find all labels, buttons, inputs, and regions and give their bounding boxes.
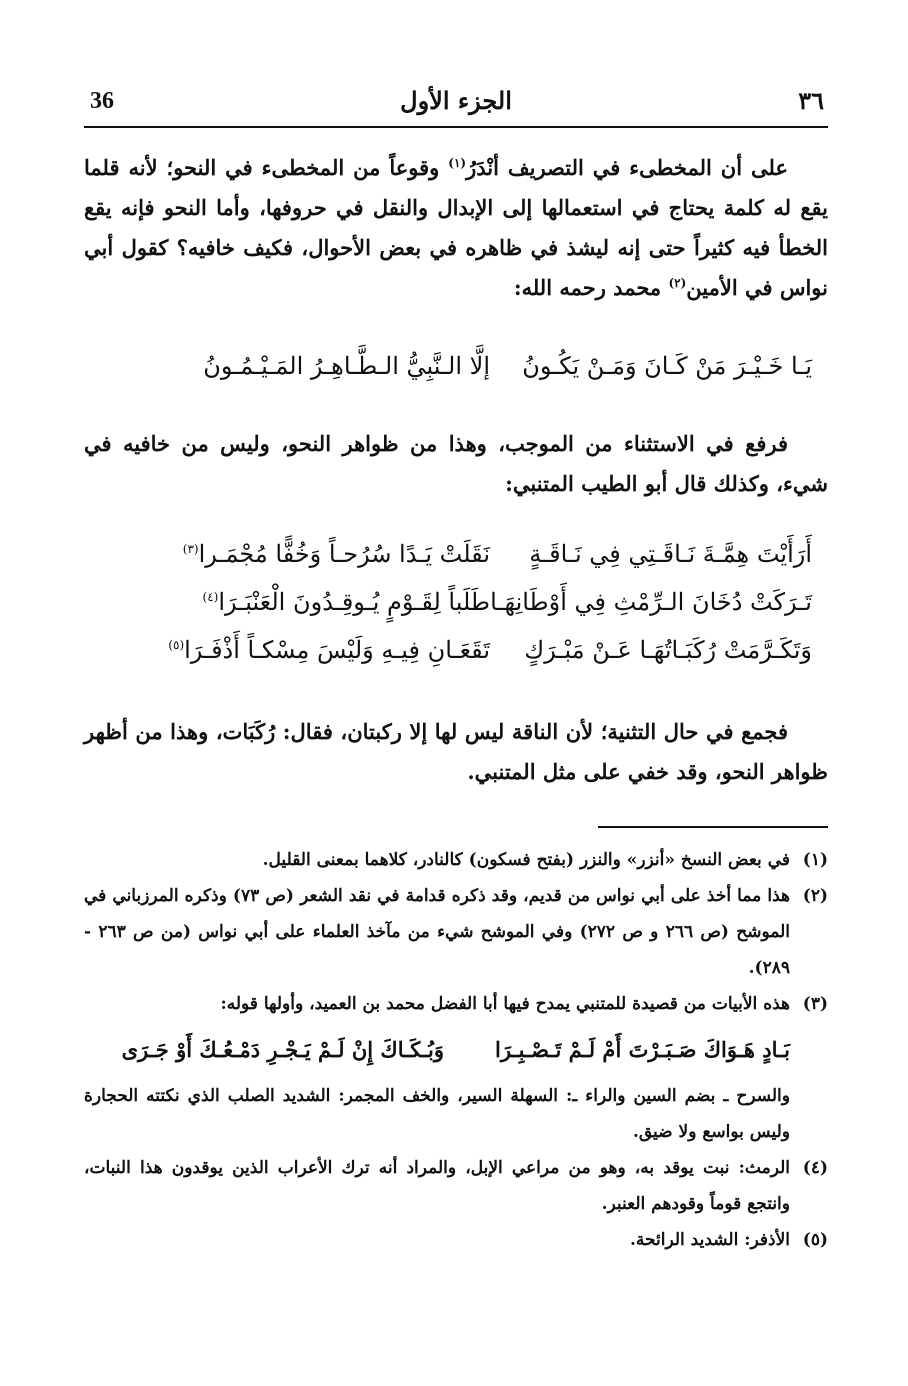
paragraph-3	[84, 712, 828, 792]
verse-first-hemistich: يَـا خَـيْـرَ مَنْ كَـانَ وَمَـنْ يَكُـونُ	[522, 352, 812, 380]
footnote-number: (٢)	[802, 886, 828, 906]
footnote-text: هذا مما أخذ على أبي نواس من قديم، وقد ذكره قدامة في نقد الشعر (ص ٧٣) وذكره المرزباني في الموشح (ص ٢٦٦ و ص ٢٧٢) وفي الموشح شيء من مآخذ العلماء على أبي نواس (من ص ٢٦٣ - ٢٨٩).	[84, 886, 791, 978]
paragraph-1-part-b: وقوعاً من المخطىء في النحو؛ لأنه قلما يقع له كلمة يحتاج في استعمالها إلى الإبدال والنقل في حروفها، وأما النحو فإنه يقع الخطأ فيه كثيراً حتى إنه ليشذ في ظاهره في بعض الأحوال، فكيف خافيه؟ كقول أبي نواس في الأمين	[84, 155, 828, 300]
footnote-3	[84, 986, 828, 1022]
page-number-latin: 36	[90, 88, 114, 114]
verse-line	[110, 636, 812, 684]
footnote-text: في بعض النسخ «أنزر» والنزر (بفتح فسكون) كالنادر، كلاهما بمعنى القليل.	[262, 850, 790, 870]
footnotes	[84, 842, 828, 1258]
hemistich-text: طَلَباً لِقَـوْمٍ يُـوقِـدُونَ الْعَنْبَـرَا	[218, 588, 490, 616]
verse-second-hemistich	[110, 540, 490, 568]
footnote-text: هذه الأبيات من قصيدة للمتنبي يمدح فيها أبا الفضل محمد بن العميد، وأولها قوله:	[220, 994, 790, 1014]
running-title: الجزء الأول	[400, 86, 512, 115]
footnote-3-verse	[84, 1022, 790, 1078]
footnote-text: الرمث: نبت يوقد به، وهو من مراعي الإبل، والمراد أنه ترك الأعراب الذين يوقدون هذا النبات، وانتجع قوماً وقودهم العنبر.	[84, 1158, 790, 1214]
footnote-text: الأذفر: الشديد الرائحة.	[630, 1230, 790, 1250]
verse-second-hemistich: وَبُـكَـاكَ إِنْ لَـمْ يَـجْـرِ دَمْـعُـكَ أَوْ جَـرَى	[121, 1037, 444, 1062]
verse-line	[110, 540, 812, 588]
footnote-ref-1: (١)	[448, 156, 467, 170]
footnote-number: (٤)	[802, 1158, 828, 1178]
verse-second-hemistich	[110, 636, 490, 664]
paragraph-1-part-a: على أن المخطىء في التصريف أنْدَرُ	[466, 155, 788, 180]
verse-line	[110, 352, 812, 400]
paragraph-2	[84, 424, 828, 504]
page-header	[84, 84, 828, 128]
footnote-ref-3: (٣)	[182, 542, 199, 556]
footnote-number: (٥)	[802, 1230, 828, 1250]
footnote-2	[84, 878, 828, 986]
verse-abu-nuwas	[110, 352, 812, 400]
verse-first-hemistich: وَتَكَـرَّمَتْ رُكَبَـاتُهَـا عَـنْ مَبْـرَكٍ	[524, 636, 812, 664]
footnote-4	[84, 1150, 828, 1222]
verses-mutanabbi	[110, 540, 812, 684]
paragraph-1	[84, 148, 828, 308]
footnote-1	[84, 842, 828, 878]
footnote-ref-5: (٥)	[168, 638, 185, 652]
page-number-arabic: ٣٦	[798, 86, 824, 115]
hemistich-text: نَقَلَتْ يَـدًا سُرُحـاً وَخُفًّا مُجْمَـرا	[198, 540, 490, 568]
verse-second-hemistich	[110, 588, 490, 616]
footnote-3-continuation: والسرح ـ بضم السين والراء ـ: السهلة السير، والخف المجمر: الشديد الصلب الذي نكتته الحجارة وليس بواسع ولا ضيق.	[84, 1086, 790, 1142]
footnote-number: (١)	[802, 850, 828, 870]
verse-first-hemistich: أَرَأَيْتَ هِمَّـةَ نَـاقَـتِي فِي نَـاقَـةٍ	[529, 540, 812, 568]
verse-first-hemistich: بَـادٍ هَـوَاكَ صَـبَـرْتَ أَمْ لَـمْ تَـصْـبِـرَا	[495, 1037, 790, 1062]
verse-first-hemistich: تَـرَكَتْ دُخَانَ الـرِّمْثِ فِي أَوْطَانِهَـا	[490, 588, 812, 616]
footnote-ref-4: (٤)	[202, 590, 219, 604]
footnote-number: (٣)	[802, 994, 828, 1014]
footnote-ref-2: (٢)	[668, 276, 687, 290]
paragraph-2-text: فرفع في الاستثناء من الموجب، وهذا من ظواهر النحو، وليس من خافيه في شيء، وكذلك قال أبو الطيب المتنبي:	[84, 431, 828, 496]
paragraph-3-text: فجمع في حال التثنية؛ لأن الناقة ليس لها إلا ركبتان، فقال: رُكَبَات، وهذا من أظهر ظواهر النحو، وقد خفي على مثل المتنبي.	[84, 719, 828, 784]
verse-line	[110, 588, 812, 636]
paragraph-1-part-c: محمد رحمه الله:	[513, 275, 669, 300]
footnote-separator	[598, 826, 828, 828]
verse-second-hemistich: إلَّا الـنَّبِيُّ الـطَّـاهِـرُ المَـيْـمُـونُ	[203, 352, 490, 380]
hemistich-text: تَقَعَـانِ فِيـهِ وَلَيْسَ مِسْكـاً أَذْفَـرَا	[184, 636, 490, 664]
footnote-5	[84, 1222, 828, 1258]
